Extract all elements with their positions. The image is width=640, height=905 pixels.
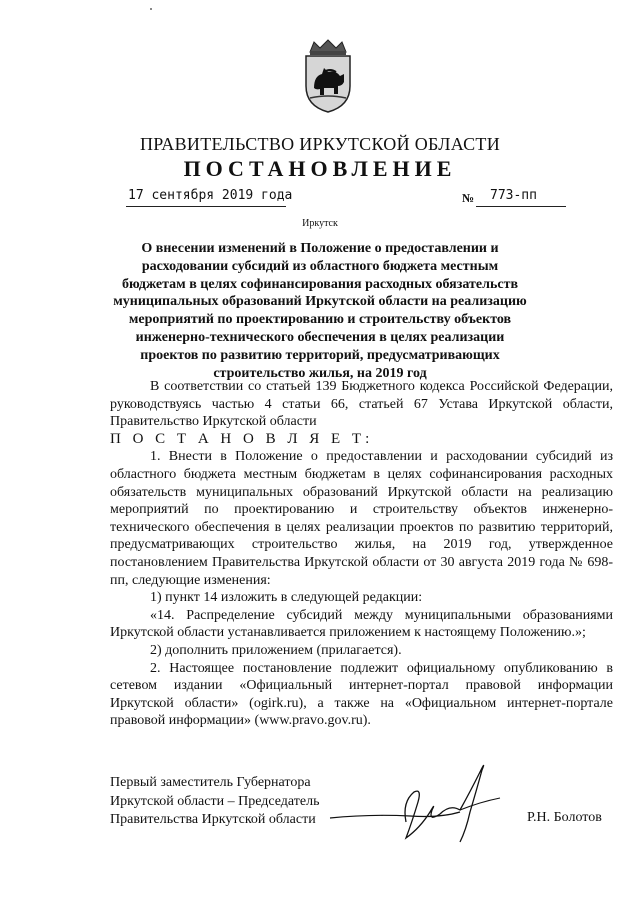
item-1-2-paragraph: 2) дополнить приложением (прилагается).	[150, 642, 402, 658]
scan-artifact	[150, 8, 152, 10]
item-1-paragraph: 1. Внести в Положение о предоставлении и расходовании субсидий из областного бюджета местным бюджетам в целях софинансирования расходных обязательств муниципальных образований Иркутской области на реализацию мероприятий по проектированию и строительству объектов инженерно-технического обеспечения в целях реализации проектов по развитию территорий, предусматривающих строительство жилья, на 2019 год, утвержденное постановлением Правительства Иркутской области от 30 августа 2019 года № 698-пп, следующие изменения:	[110, 449, 613, 588]
coat-of-arms-icon	[300, 38, 356, 114]
document-number: 773-пп	[490, 188, 537, 203]
government-title: ПРАВИТЕЛЬСТВО ИРКУТСКОЙ ОБЛАСТИ	[139, 134, 501, 154]
item-1-1-paragraph: 1) пункт 14 изложить в следующей редакции:	[150, 590, 423, 606]
signatory-line-3: Правительства Иркутской области	[110, 812, 316, 827]
number-sign: №	[462, 191, 475, 205]
signatory-line-2: Иркутской области – Председатель	[110, 793, 320, 809]
document-date: 17 сентября 2019 года	[128, 188, 293, 203]
item-2-paragraph: 2. Настоящее постановление подлежит официальному опубликованию в сетевом издании «Официальный интернет-портал правовой информации Иркутской области» (ogirk.ru), а также на «Официальном интернет-портале правовой информации» (www.pravo.gov.ru).	[110, 660, 613, 729]
preamble-paragraph: В соответствии со статьей 139 Бюджетного кодекса Российской Федерации, руководствуясь частью 4 статьи 66, статьей 67 Устава Иркутской области, Правительство Иркутской области	[110, 379, 613, 430]
item-1-1-text-paragraph: «14. Распределение субсидий между муниципальными образованиями Иркутской области устанавливается приложением к настоящему Положению.»;	[110, 607, 613, 641]
document-body	[110, 378, 613, 730]
number-underline	[476, 206, 566, 207]
document-type: ПОСТАНОВЛЕНИЕ	[183, 156, 457, 181]
signatory-line-1: Первый заместитель Губернатора	[110, 775, 311, 790]
signatory-name: Р.Н. Болотов	[527, 810, 602, 825]
document-city: Иркутск	[302, 218, 338, 229]
date-underline	[126, 206, 286, 207]
decree-word: П О С Т А Н О В Л Я Е Т:	[110, 430, 374, 447]
signature-icon	[310, 752, 520, 862]
document-heading: О внесении изменений в Положение о предоставлении и расходовании субсидий из областного бюджета местным бюджетам в целях софинансирования расходных обязательств муниципальных образований Иркутской области на реализацию мероприятий по проектированию и строительству объектов инженерно-технического обеспечения в целях реализации проектов по развитию территорий, предусматривающих строительство жилья, на 2019 год	[113, 241, 527, 381]
